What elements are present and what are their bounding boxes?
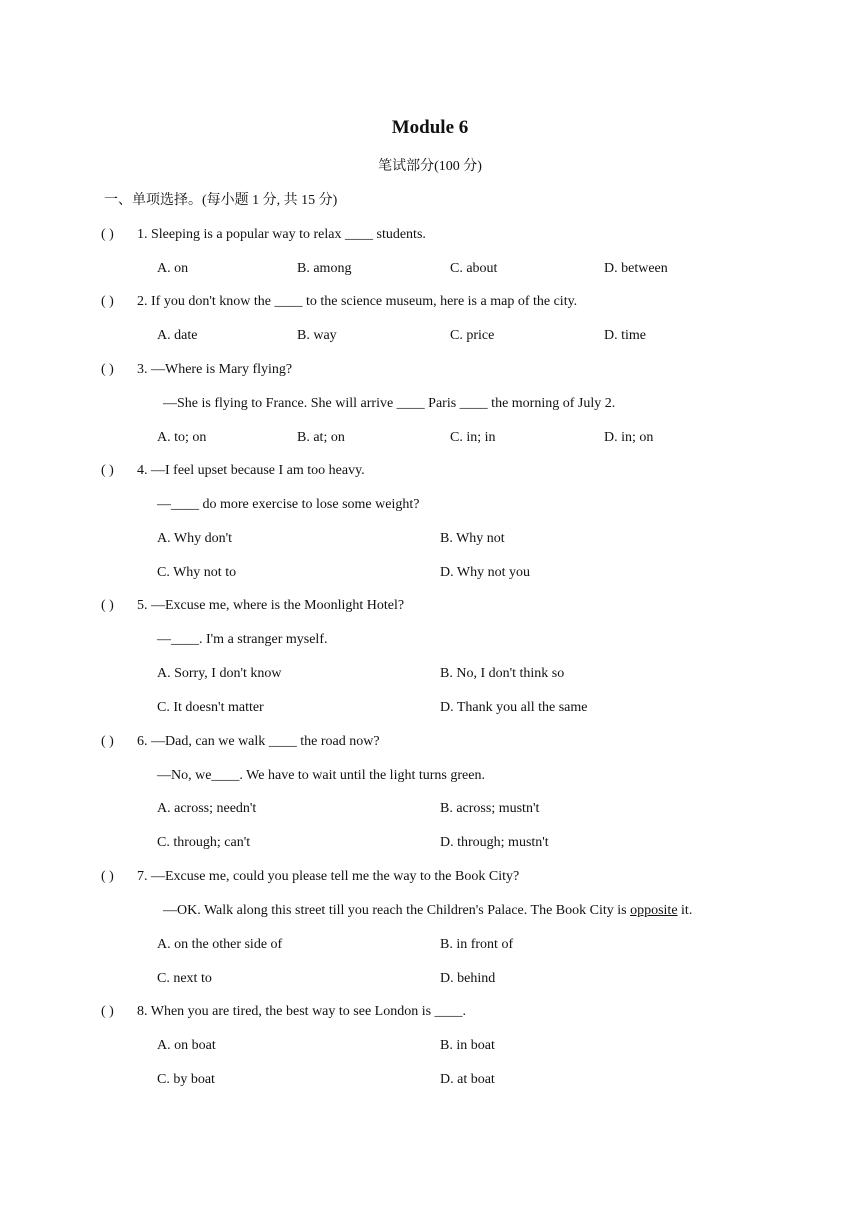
option-b: B. across; mustn't [440,801,540,816]
option-a: A. Sorry, I don't know [157,666,282,681]
dialogue-reply [163,902,692,920]
answer-bracket[interactable]: ( ) [101,869,114,884]
option-b: B. among [297,261,352,276]
option-a: A. to; on [157,430,207,445]
option-b: B. in front of [440,937,514,952]
option-a: A. date [157,328,198,343]
answer-bracket[interactable]: ( ) [101,294,114,309]
option-a: A. Why don't [157,531,232,546]
option-c: C. It doesn't matter [157,700,264,715]
question-stem: 2. If you don't know the ____ to the science museum, here is a map of the city. [137,294,578,309]
answer-bracket[interactable]: ( ) [101,734,114,749]
option-d: D. at boat [440,1072,495,1087]
option-b: B. way [297,328,337,343]
question-stem: 5. —Excuse me, where is the Moonlight Hotel? [137,598,405,613]
answer-bracket[interactable]: ( ) [101,362,114,377]
dialogue-reply: —____ do more exercise to lose some weight? [157,497,420,512]
option-d: D. Thank you all the same [440,700,588,715]
page-subtitle: 笔试部分(100 分) [378,159,482,174]
option-c: C. next to [157,971,212,986]
question-stem: 3. —Where is Mary flying? [137,362,293,377]
reply-text-end: it. [677,903,693,918]
option-b: B. No, I don't think so [440,666,565,681]
question-stem: 1. Sleeping is a popular way to relax ____ students. [137,227,426,242]
option-d: D. through; mustn't [440,835,549,850]
option-d: D. between [604,261,668,276]
option-b: B. in boat [440,1038,495,1053]
question-stem: 6. —Dad, can we walk ____ the road now? [137,734,380,749]
section-heading: 一、单项选择。(每小题 1 分, 共 15 分) [104,193,338,208]
option-a: A. on the other side of [157,937,283,952]
dialogue-reply: —No, we____. We have to wait until the light turns green. [157,768,485,783]
dialogue-reply: —____. I'm a stranger myself. [157,632,328,647]
question-stem: 4. —I feel upset because I am too heavy. [137,463,365,478]
page-title: Module 6 [391,117,469,138]
answer-bracket[interactable]: ( ) [101,463,114,478]
option-c: C. through; can't [157,835,251,850]
option-c: C. by boat [157,1072,215,1087]
option-d: D. in; on [604,430,654,445]
answer-bracket[interactable]: ( ) [101,227,114,242]
option-a: A. on boat [157,1038,216,1053]
option-c: C. in; in [450,430,496,445]
question-stem: 8. When you are tired, the best way to see London is ____. [137,1004,467,1019]
answer-bracket[interactable]: ( ) [101,598,114,613]
answer-bracket[interactable]: ( ) [101,1004,114,1019]
option-c: C. about [450,261,498,276]
option-c: C. Why not to [157,565,237,580]
option-a: A. on [157,261,189,276]
option-b: B. Why not [440,531,505,546]
reply-text: —OK. Walk along this street till you reach the Children's Palace. The Book City is [163,903,631,918]
dialogue-reply: —She is flying to France. She will arrive ____ Paris ____ the morning of July 2. [163,396,616,411]
option-d: D. time [604,328,646,343]
question-stem: 7. —Excuse me, could you please tell me the way to the Book City? [137,869,520,884]
option-a: A. across; needn't [157,801,257,816]
option-d: D. behind [440,971,496,986]
option-d: D. Why not you [440,565,530,580]
option-b: B. at; on [297,430,345,445]
option-c: C. price [450,328,495,343]
underlined-word: opposite [630,903,678,918]
